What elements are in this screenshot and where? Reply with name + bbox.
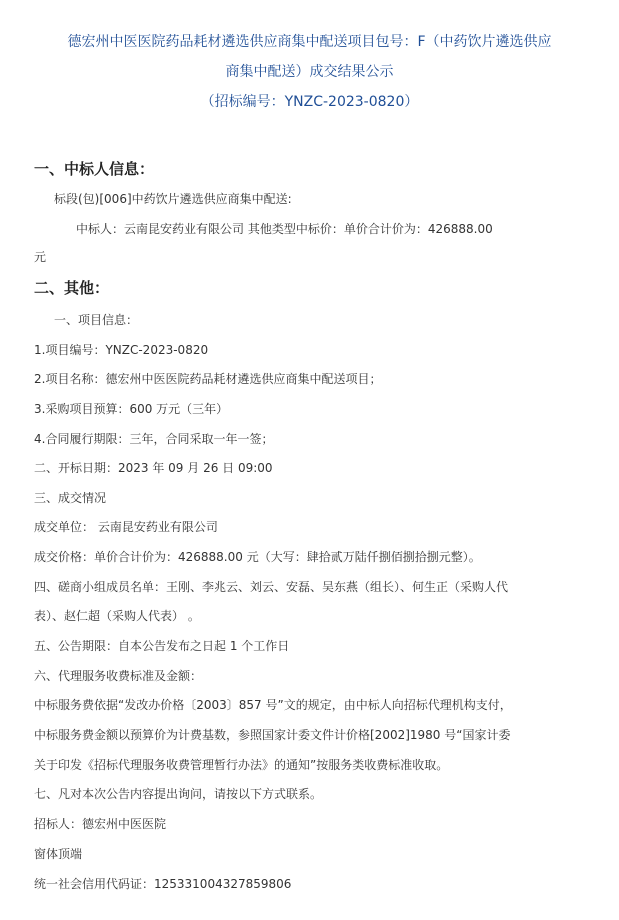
project-budget: 3.采购项目预算：600 万元（三年） (34, 402, 229, 416)
section-winner-heading: 一、中标人信息： (34, 160, 155, 178)
winner-info: 中标人：云南昆安药业有限公司 其他类型中标价：单价合计价为：426888.00 (76, 222, 493, 236)
notice-period: 五、公告期限：自本公告发布之日起 1 个工作日 (34, 639, 290, 653)
lot-name: 标段(包)[006]中药饮片遴选供应商集中配送: (54, 192, 292, 206)
contract-period: 4.合同履行期限：三年，合同采取一年一签； (34, 432, 274, 446)
tenderer: 招标人：德宏州中医医院 (34, 817, 167, 831)
deal-heading: 三、成交情况 (34, 491, 107, 505)
fee-text-1: 中标服务费依据“发改办价格〔2003〕857 号”文的规定，由中标人向招标代理机构支付， (34, 698, 512, 712)
credit-code: 统一社会信用代码证：125331004327859806 (34, 877, 292, 891)
title-line-1: 德宏州中医医院药品耗材遴选供应商集中配送项目包号：F（中药饮片遴选供应 (67, 34, 552, 50)
panel-members-wrap: 表）、赵仁超（采购人代表） 。 (34, 609, 200, 623)
contact-heading: 七、凡对本次公告内容提出询问，请按以下方式联系。 (34, 787, 323, 801)
section-other-heading: 二、其他： (34, 279, 110, 297)
project-info-heading: 一、项目信息： (54, 313, 139, 327)
form-top-marker: 窗体顶端 (34, 847, 83, 861)
project-name: 2.项目名称：德宏州中医医院药品耗材遴选供应商集中配送项目； (34, 372, 382, 386)
winner-info-wrap: 元 (34, 250, 47, 264)
fee-heading: 六、代理服务收费标准及金额： (34, 669, 203, 683)
deal-company: 成交单位： 云南昆安药业有限公司 (34, 520, 218, 534)
fee-text-3: 关于印发《招标代理服务收费管理暂行办法》的通知”按服务类收费标准收取。 (34, 758, 449, 772)
title-line-2: 商集中配送）成交结果公示 (225, 64, 394, 80)
deal-price: 成交价格：单价合计价为：426888.00 元（大写：肆拾贰万陆仟捌佰捌拾捌元整）。 (34, 550, 481, 564)
panel-members: 四、磋商小组成员名单：王刚、李兆云、刘云、安磊、吴东燕（组长）、何生正（采购人代 (34, 580, 509, 594)
project-number: 1.项目编号：YNZC-2023-0820 (34, 343, 209, 357)
opening-date: 二、开标日期：2023 年 09 月 26 日 09:00 (34, 461, 273, 475)
tender-number: （招标编号：YNZC-2023-0820） (200, 94, 419, 110)
fee-text-2: 中标服务费金额以预算价为计费基数，参照国家计委文件计价格[2002]1980 号“国家计委 (34, 728, 511, 742)
